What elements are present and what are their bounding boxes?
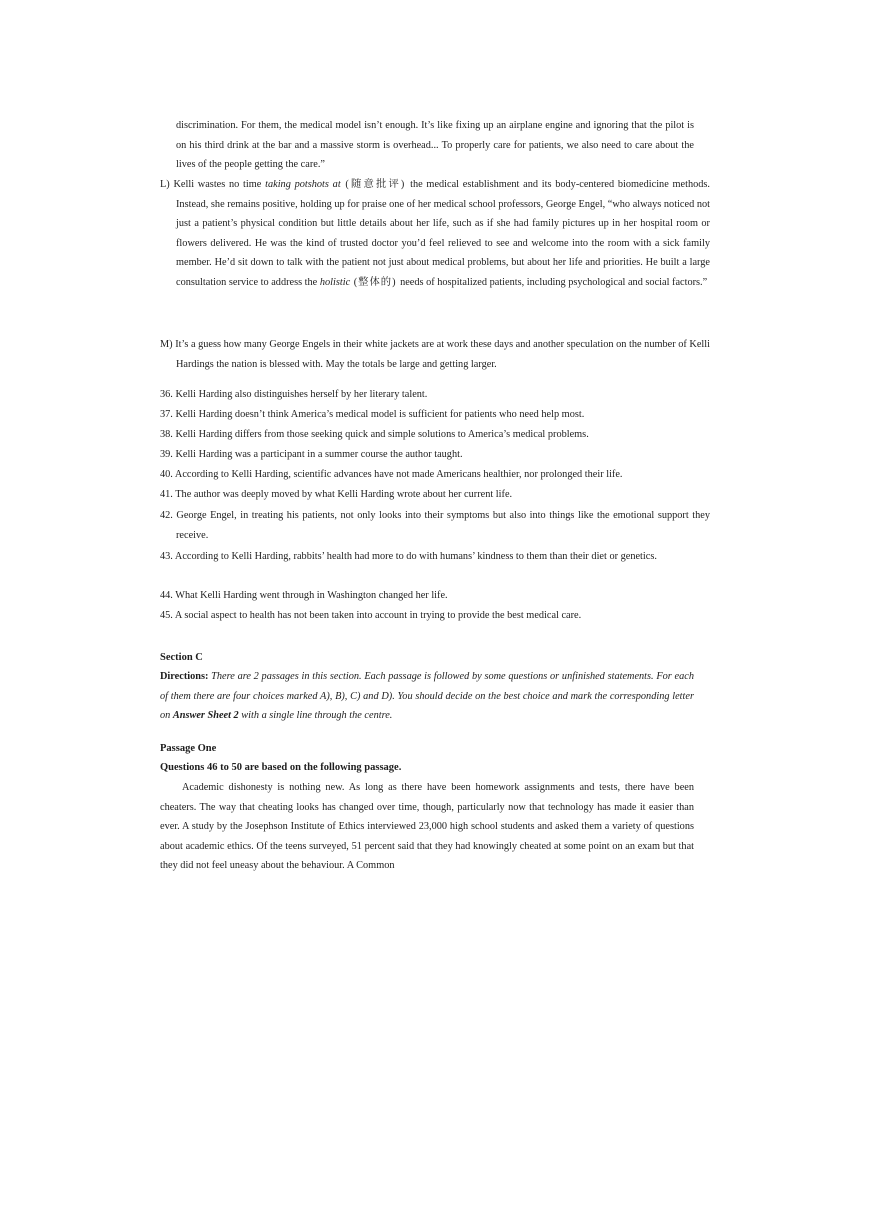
answer-sheet-label: Answer Sheet 2 [172,710,239,722]
question-44: 44. What Kelli Harding went through in Washington changed her life. [160,590,448,601]
paragraph-k-continued: discrimination. For them, the medical model isn’t enough. It’s like fixing up an airplane engine and ignoring that the pilot is on his third drink at the bar and a massive storm is overhead... To properly care for patients, we also need to care about the lives of the people getting the care.” [176,120,694,171]
section-c-directions [160,667,694,726]
question-42: 42. George Engel, in treating his patients, not only looks into their symptoms but also into things like the emotional support they receive. [160,510,710,541]
paragraph-m [160,335,710,374]
paragraph-text: the medical establishment and its body-centered biomedicine methods. Instead, she remains positive, holding up for praise one of her medical school professors, George Engel, “who always noticed not just a patient’s physical condition but little details about her life, such as if she had family pictures up in her hospital room or flowers delivered. He was the kind of trusted doctor you’d feel relieved to see and welcome into the room with a sick family member. He’d sit down to talk with the patient not just about medical problems, but about her life and priorities. He built a large consultation service to address the [176,179,710,288]
paragraph-text: Kelli wastes no time [169,179,266,190]
chinese-gloss: (整体的) [350,276,401,288]
passage-one-title: Passage One [160,743,217,754]
paragraph-label: L) [160,179,170,190]
directions-label: Directions: [160,671,209,682]
paragraph-l [160,175,710,293]
question-37: 37. Kelli Harding doesn’t think America’s medical model is sufficient for patients who need help most. [160,409,585,420]
italic-phrase: taking potshots at [265,179,341,190]
question-39: 39. Kelli Harding was a participant in a summer course the author taught. [160,449,463,460]
passage-one-subtitle: Questions 46 to 50 are based on the following passage. [160,762,402,773]
directions-text: There are 2 passages in this section. Each passage is followed by some questions or unfinished statements. For each of them there are four choices marked A), B), C) and D). You should decide on the best choice and mark the corresponding letter on [160,671,694,722]
paragraph-text: needs of hospitalized patients, including psychological and social factors.” [400,276,708,288]
passage-one-text: Academic dishonesty is nothing new. As long as there have been homework assignments and tests, there have been cheaters. The way that cheating looks has changed over time, though, particularly now that technology has made it easier than ever. A study by the Josephson Institute of Ethics interviewed 23,000 high school students and asked them a variety of questions about academic ethics. Of the teens surveyed, 51 percent said that they had knowingly cheated at some point on an exam but that they did not feel uneasy about the behaviour. A Common [160,782,694,872]
question-45: 45. A social aspect to health has not been taken into account in trying to provide the best medical care. [160,610,582,621]
chinese-gloss: (随意批评) [340,179,411,190]
italic-word: holistic [319,276,351,288]
paragraph-label: M) [160,339,173,350]
section-c-title: Section C [160,652,203,663]
question-38: 38. Kelli Harding differs from those seeking quick and simple solutions to America’s medical problems. [160,429,589,440]
question-41: 41. The author was deeply moved by what Kelli Harding wrote about her current life. [160,489,513,500]
paragraph-text: It’s a guess how many George Engels in their white jackets are at work these days and another speculation on the number of Kelli Hardings the nation is blessed with. May the totals be large and getting larger. [172,339,710,370]
question-40: 40. According to Kelli Harding, scientific advances have not made Americans healthier, nor prolonged their life. [160,469,623,480]
question-43: 43. According to Kelli Harding, rabbits’ health had more to do with humans’ kindness to them than their diet or genetics. [160,551,657,562]
question-36: 36. Kelli Harding also distinguishes herself by her literary talent. [160,389,428,400]
directions-text: with a single line through the centre. [238,710,393,722]
